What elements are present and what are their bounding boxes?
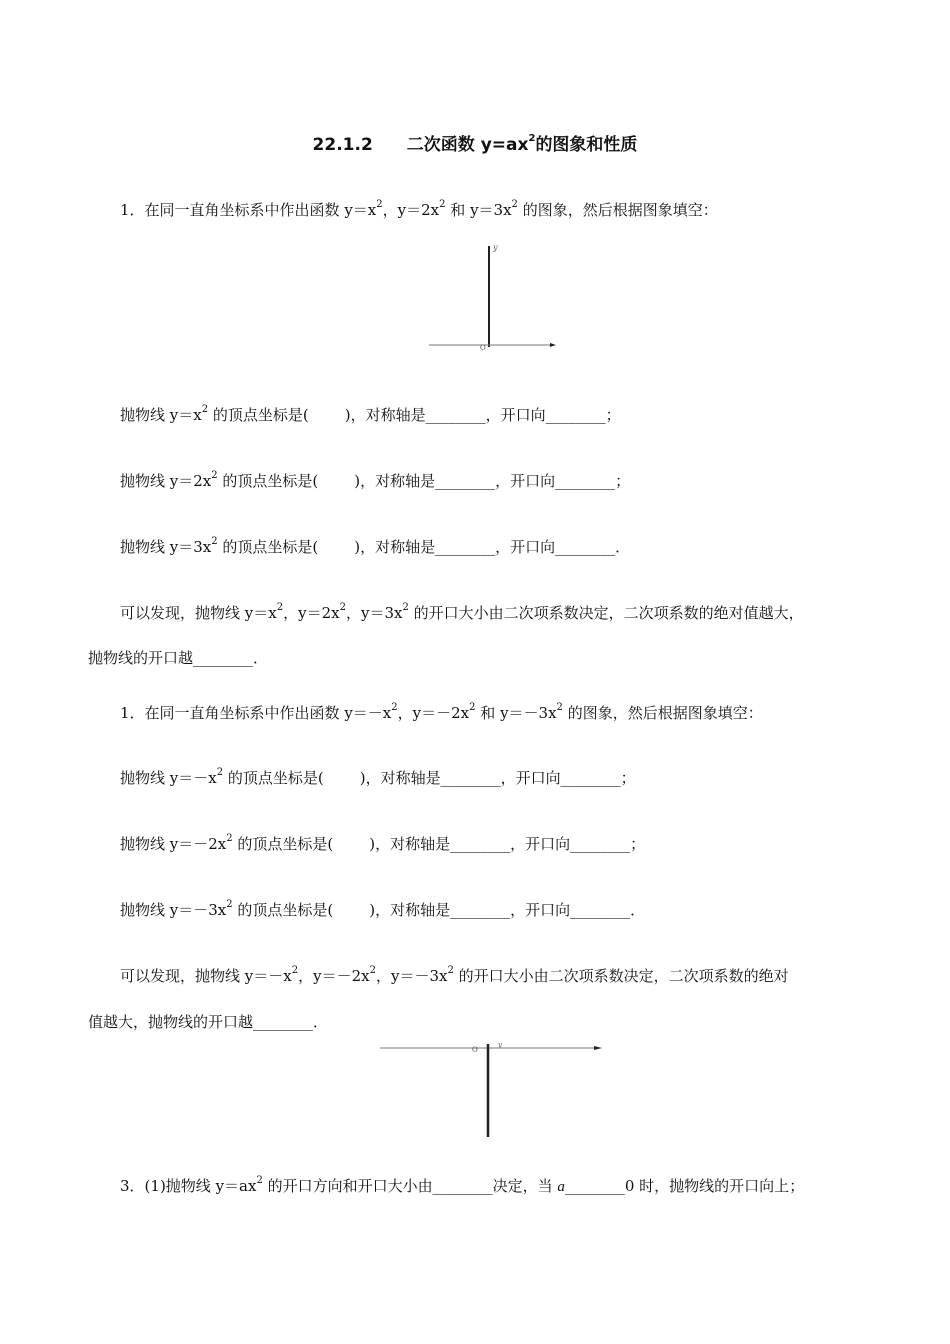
q1-line-1: 抛物线 $y=x^2$ 的顶点坐标是( )，对称轴是________，开口向________； — [120, 404, 621, 424]
q2-conclusion: 可以发现，抛物线 $y=-x^2$，$y=-2x^2$，$y=-3x^2$ 的开口大小由二次项系数决定，二次项系数的绝对 — [120, 965, 789, 985]
q1-axes-graph — [425, 240, 560, 355]
origin-label: O — [480, 344, 486, 352]
q1-conclusion: 可以发现，抛物线 $y=x^2$，$y=2x^2$，$y=3x^2$ 的开口大小由二次项系数决定，二次项系数的绝对值越大， — [120, 602, 804, 622]
q1-line-2: 抛物线 $y=2x^2$ 的顶点坐标是( )，对称轴是________，开口向________； — [120, 470, 631, 490]
page-title: 22.1.2 二次函数 $y=ax^2$的图象和性质 — [312, 133, 638, 155]
q3-line-1: 3．(1)抛物线 $y=ax^2$ 的开口方向和开口大小由________决定，当 a________0 时，抛物线的开口向上； — [120, 1175, 805, 1195]
q2-line-3: 抛物线 $y=-3x^2$ 的顶点坐标是( )，对称轴是________，开口向________． — [120, 899, 646, 919]
y-axis-label: y — [493, 243, 498, 252]
origin-label: O — [472, 1046, 478, 1054]
q2-conclusion-cont: 值越大，抛物线的开口越________． — [88, 1013, 329, 1031]
q2-prompt: 1．在同一直角坐标系中作出函数 $y=-x^2$，$y=-2x^2$ 和 $y=-3x^2$ 的图象，然后根据图象填空： — [120, 702, 763, 722]
q1-conclusion-cont: 抛物线的开口越________． — [88, 649, 269, 667]
q2-line-1: 抛物线 $y=-x^2$ 的顶点坐标是( )，对称轴是________，开口向________； — [120, 767, 636, 787]
q1-line-3: 抛物线 $y=3x^2$ 的顶点坐标是( )，对称轴是________，开口向________． — [120, 536, 631, 556]
y-axis-label: y — [498, 1041, 502, 1049]
q2-axes-graph — [378, 1040, 613, 1140]
q1-prompt: 1．在同一直角坐标系中作出函数 $y=x^2$，$y=2x^2$ 和 $y=3x^2$ 的图象，然后根据图象填空： — [120, 199, 718, 219]
q2-line-2: 抛物线 $y=-2x^2$ 的顶点坐标是( )，对称轴是________，开口向________； — [120, 833, 646, 853]
